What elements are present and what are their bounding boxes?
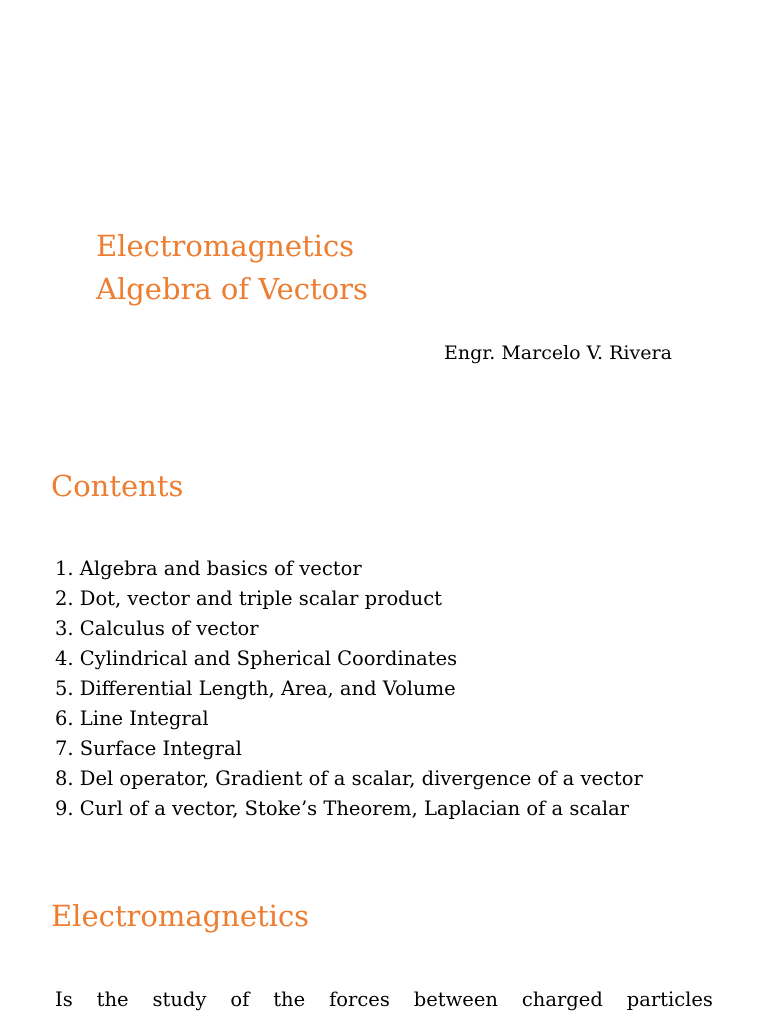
definition-word: particles: [626, 988, 713, 1011]
author-name: Engr. Marcelo V. Rivera: [444, 342, 672, 364]
contents-item: 3. Calculus of vector: [55, 617, 259, 640]
definition-word: charged: [521, 988, 603, 1011]
contents-item: 6. Line Integral: [55, 707, 209, 730]
definition-word: between: [413, 988, 498, 1011]
definition-word: of: [230, 988, 250, 1011]
electromagnetics-heading: Electromagnetics: [51, 899, 310, 933]
document-title-line-2: Algebra of Vectors: [96, 272, 368, 306]
contents-item: 2. Dot, vector and triple scalar product: [55, 587, 442, 610]
contents-item: 8. Del operator, Gradient of a scalar, divergence of a vector: [55, 767, 643, 790]
contents-item: 9. Curl of a vector, Stoke’s Theorem, Laplacian of a scalar: [55, 797, 630, 820]
definition-word: study: [152, 988, 207, 1011]
contents-list: [55, 554, 643, 824]
contents-item: 1. Algebra and basics of vector: [55, 557, 362, 580]
contents-heading: Contents: [51, 469, 184, 503]
electromagnetics-definition: [55, 985, 713, 1015]
document-title-line-1: Electromagnetics: [96, 229, 355, 263]
definition-word: forces: [329, 988, 390, 1011]
definition-word: the: [96, 988, 129, 1011]
definition-word: the: [273, 988, 306, 1011]
contents-item: 4. Cylindrical and Spherical Coordinates: [55, 647, 458, 670]
definition-word: Is: [55, 988, 73, 1011]
contents-item: 7. Surface Integral: [55, 737, 242, 760]
contents-item: 5. Differential Length, Area, and Volume: [55, 677, 456, 700]
